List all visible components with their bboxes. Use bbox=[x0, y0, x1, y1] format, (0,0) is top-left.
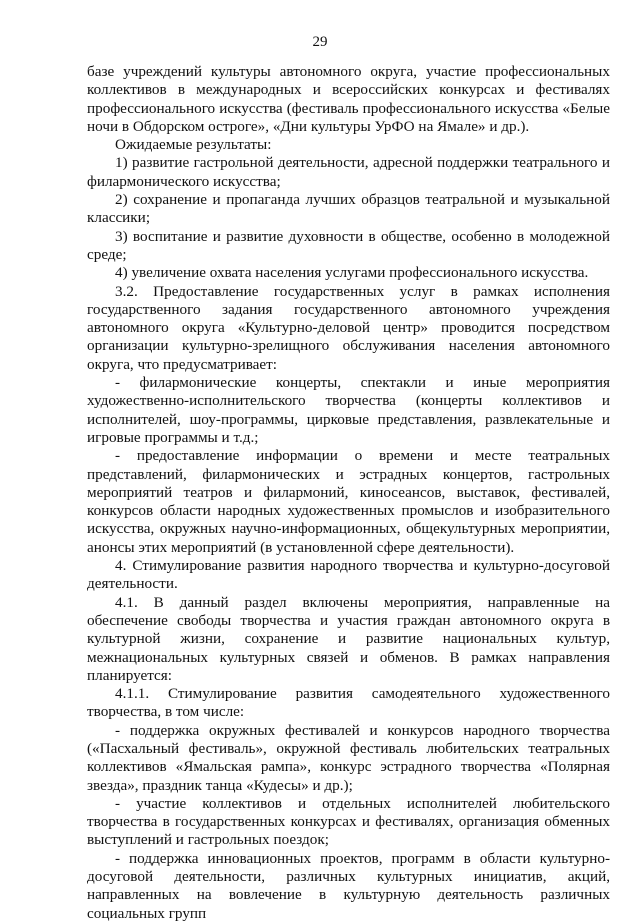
paragraph-section-4-1-1: 4.1.1. Стимулирование развития самодеятельного художественного творчества, в том числе: bbox=[87, 685, 610, 721]
paragraph-section-4-heading: 4. Стимулирование развития народного творчества и культурно-досуговой деятельности. bbox=[87, 557, 610, 593]
document-body bbox=[87, 63, 610, 923]
paragraph-result-3: 3) воспитание и развитие духовности в обществе, особенно в молодежной среде; bbox=[87, 227, 610, 263]
paragraph-result-2: 2) сохранение и пропаганда лучших образцов театральной и музыкальной классики; bbox=[87, 191, 610, 227]
paragraph-bullet-information: - предоставление информации о времени и месте театральных представлений, филармонических и эстрадных концертов, гастрольных мероприятий театров и филармоний, киносеансов, выставок, фестивалей, конкурсов области народных художественных промыслов и изобразительного искусства, окружных научно-информационных, общекультурных мероприятии, анонсы этих мероприятий (в установленной сфере деятельности). bbox=[87, 447, 610, 556]
paragraph-result-1: 1) развитие гастрольной деятельности, адресной поддержки театрального и филармонического искусства; bbox=[87, 154, 610, 190]
paragraph-bullet-concerts: - филармонические концерты, спектакли и иные мероприятия художественно-исполнительского творчества (концерты коллективов и исполнителей, шоу-программы, цирковые представления, развлекательные и игровые программы и т.д.; bbox=[87, 374, 610, 446]
paragraph-festivals-continuation: базе учреждений культуры автономного округа, участие профессиональных коллективов в международных и всероссийских конкурсах и фестивалях профессионального искусства (фестиваль профессионального искусства «Белые ночи в Обдорском остроге», «Дни культуры УрФО на Ямале» и др.). bbox=[87, 63, 610, 135]
paragraph-expected-results-heading: Ожидаемые результаты: bbox=[115, 136, 272, 154]
page-number: 29 bbox=[312, 34, 328, 50]
paragraph-section-3-2: 3.2. Предоставление государственных услуг в рамках исполнения государственного задания государственного автономного учреждения автономного округа «Культурно-деловой центр» проводится посредством организации культурно-зрелищного обслуживания населения автономного округа, что предусматривает: bbox=[87, 282, 610, 373]
paragraph-result-4: 4) увеличение охвата населения услугами профессионального искусства. bbox=[115, 264, 589, 282]
paragraph-bullet-festivals-support: - поддержка окружных фестивалей и конкурсов народного творчества («Пасхальный фестиваль», окружной фестиваль любительских театральных коллективов «Ямальская рампа», конкурс эстрадного творчества «Полярная звезда», праздник танца «Кудесы» и др.); bbox=[87, 721, 610, 794]
paragraph-section-4-1: 4.1. В данный раздел включены мероприятия, направленные на обеспечение свободы творчества и участия граждан автономного округа в культурной жизни, сохранение и развитие национальных культур, межнациональных культурных связей и обменов. В рамках направления планируется: bbox=[87, 593, 610, 684]
paragraph-bullet-participation: - участие коллективов и отдельных исполнителей любительского творчества в государственных конкурсах и фестивалях, организация обменных выступлений и гастрольных поездок; bbox=[87, 794, 610, 849]
paragraph-bullet-innovation: - поддержка инновационных проектов, программ в области культурно-досуговой деятельности, различных культурных инициатив, акций, направленных на вовлечение в культурную деятельность различных социальных групп bbox=[87, 849, 610, 922]
